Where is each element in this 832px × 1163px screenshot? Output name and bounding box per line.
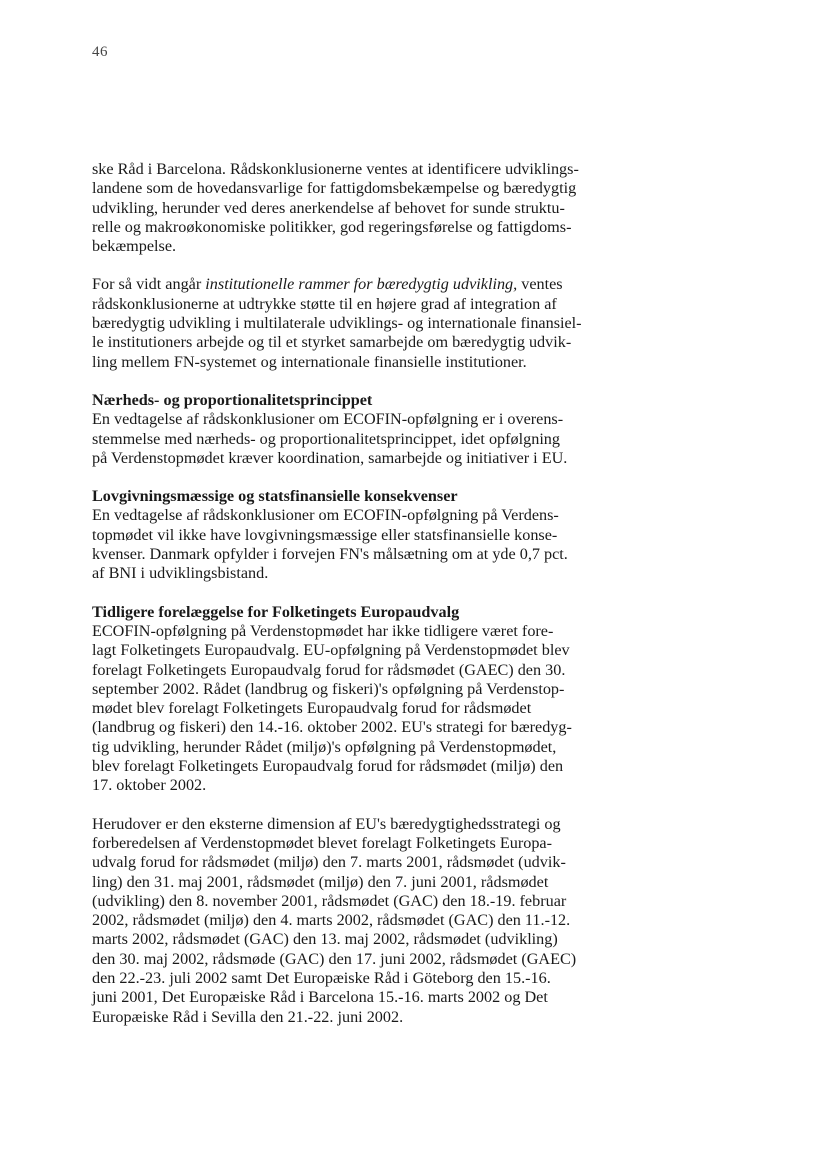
- text-line: tig udvikling, herunder Rådet (miljø)'s opfølgning på Verdenstopmødet,: [92, 737, 557, 756]
- text-line: bekæmpelse.: [92, 237, 177, 256]
- text-line: den 22.-23. juli 2002 samt Det Europæiske Råd i Göteborg den 15.-16.: [92, 968, 551, 987]
- page-number: 46: [92, 44, 108, 60]
- text-line: 17. oktober 2002.: [92, 776, 207, 795]
- section-body: [92, 410, 632, 468]
- text-line: le institutioners arbejde og til et styrket samarbejde om bæredygtig udvik-: [92, 333, 572, 352]
- text-fragment: For så vidt angår: [92, 275, 206, 294]
- text-line: af BNI i udviklingsbistand.: [92, 564, 269, 583]
- text-line: rådskonklusionerne at udtrykke støtte til en højere grad af integration af: [92, 294, 557, 313]
- text-line: En vedtagelse af rådskonklusioner om ECOFIN-opfølgning på Verdens-: [92, 506, 559, 525]
- text-line: topmødet vil ikke have lovgivningsmæssige eller statsfinansielle konse-: [92, 525, 558, 544]
- text-line: ling) den 31. maj 2001, rådsmødet (miljø) den 7. juni 2001, rådsmødet: [92, 872, 549, 891]
- text-line: udvikling, herunder ved deres anerkendelse af behovet for sunde struktu-: [92, 198, 565, 217]
- text-line: udvalg forud for rådsmødet (miljø) den 7. marts 2001, rådsmødet (udvik-: [92, 853, 566, 872]
- section-heading: Tidligere forelæggelse for Folketingets Europaudvalg: [92, 602, 460, 621]
- text-line: mødet blev forelagt Folketingets Europaudvalg forud for rådsmødet: [92, 699, 532, 718]
- text-line: relle og makroøkonomiske politikker, god regeringsførelse og fattigdoms-: [92, 217, 572, 236]
- text-line: bæredygtig udvikling i multilaterale udviklings- og internationale finansiel-: [92, 314, 582, 333]
- text-line: marts 2002, rådsmødet (GAC) den 13. maj 2002, rådsmødet (udvikling): [92, 930, 558, 949]
- text-line: En vedtagelse af rådskonklusioner om ECOFIN-opfølgning er i overens-: [92, 410, 564, 429]
- text-line: (landbrug og fiskeri) den 14.-16. oktober 2002. EU's strategi for bæredyg-: [92, 718, 572, 737]
- text-fragment: ventes: [517, 275, 563, 294]
- text-line: forelagt Folketingets Europaudvalg forud for rådsmødet (GAEC) den 30.: [92, 660, 566, 679]
- text-line: lagt Folketingets Europaudvalg. EU-opfølgning på Verdenstopmødet blev: [92, 641, 570, 660]
- text-line: ling mellem FN-systemet og internationale finansielle institutioner.: [92, 352, 527, 371]
- paragraph-further-submissions: [92, 815, 632, 1027]
- text-line: på Verdenstopmødet kræver koordination, samarbejde og initiativer i EU.: [92, 448, 568, 467]
- italic-term: institutionelle rammer for bæredygtig udvikling,: [205, 275, 518, 294]
- text-line: Herudover er den eksterne dimension af EU's bæredygtighedsstrategi og: [92, 814, 561, 833]
- text-line: blev forelagt Folketingets Europaudvalg forud for rådsmødet (miljø) den: [92, 757, 564, 776]
- paragraph-intro: [92, 160, 632, 256]
- section-legislative-consequences: [92, 487, 632, 583]
- text-line: Europæiske Råd i Sevilla den 21.-22. juni 2002.: [92, 1007, 404, 1026]
- text-line: landene som de hovedansvarlige for fattigdomsbekæmpelse og bæredygtig: [92, 179, 577, 198]
- document-body: [92, 160, 632, 1046]
- text-line: 2002, rådsmødet (miljø) den 4. marts 2002, rådsmødet (GAC) den 11.-12.: [92, 911, 571, 930]
- text-line: (udvikling) den 8. november 2001, rådsmødet (GAC) den 18.-19. februar: [92, 891, 567, 910]
- section-body: [92, 622, 632, 796]
- text-line: juni 2001, Det Europæiske Råd i Barcelona 15.-16. marts 2002 og Det: [92, 988, 548, 1007]
- section-heading: Lovgivningsmæssige og statsfinansielle konsekvenser: [92, 487, 458, 506]
- text-line: kvenser. Danmark opfylder i forvejen FN's målsætning om at yde 0,7 pct.: [92, 545, 568, 564]
- text-line: ECOFIN-opfølgning på Verdenstopmødet har ikke tidligere været fore-: [92, 621, 554, 640]
- text-line: den 30. maj 2002, rådsmøde (GAC) den 17. juni 2002, rådsmødet (GAEC): [92, 949, 577, 968]
- text-line: [92, 275, 632, 294]
- section-body: [92, 506, 632, 583]
- paragraph-institutional-framework: [92, 275, 632, 371]
- text-line: forberedelsen af Verdenstopmødet blevet forelagt Folketingets Europa-: [92, 833, 552, 852]
- section-heading: Nærheds- og proportionalitetsprincippet: [92, 390, 373, 409]
- text-line: ske Råd i Barcelona. Rådskonklusionerne ventes at identificere udviklings-: [92, 160, 579, 178]
- section-subsidiarity: [92, 391, 632, 468]
- text-line: september 2002. Rådet (landbrug og fiskeri)'s opfølgning på Verdenstop-: [92, 679, 565, 698]
- section-previous-submission: [92, 603, 632, 796]
- text-line: stemmelse med nærheds- og proportionalitetsprincippet, idet opfølgning: [92, 429, 560, 448]
